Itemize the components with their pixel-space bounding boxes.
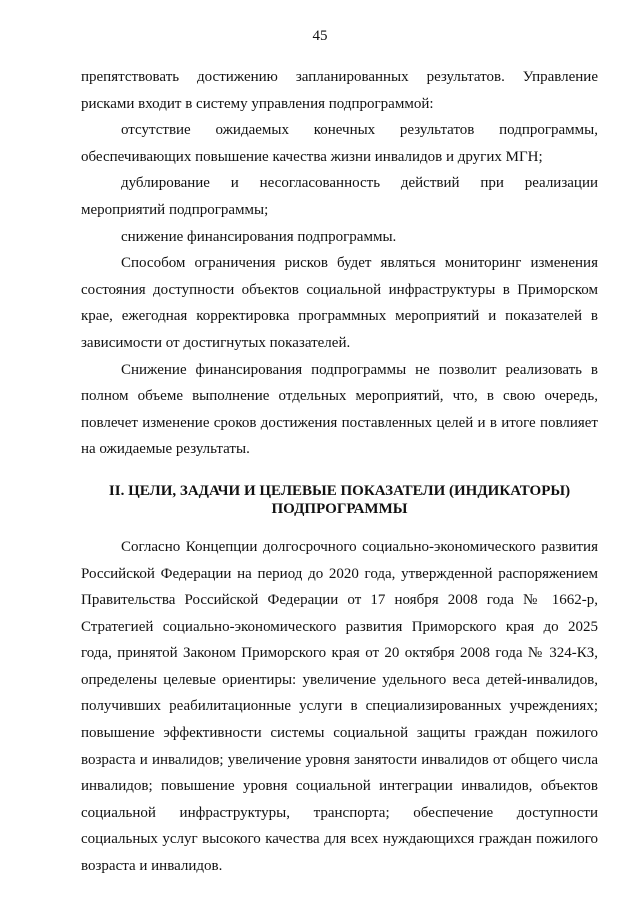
section-heading-line-2: ПОДПРОГРАММЫ [271,500,408,517]
paragraph-concept-goals: Согласно Концепции долгосрочного социально-экономического развития Российской Федерации на период до 2020 года, утвержденной распоряжением Правительства Российской Федерации от 17 ноября 2008 года № 1662-р, Стратегией социально-экономического развития Приморского края до 2025 года, принятой Законом Приморского края от 20 октября 2008 года № 324-КЗ, определены целевые ориентиры: увеличение удельного веса детей-инвалидов, получивших реабилитационные услуги в специализированных учреждениях; повышение эффективности системы социальной защиты граждан пожилого возраста и инвалидов; увеличение уровня занятости инвалидов от общего числа инвалидов; повышение уровня социальной интеграции инвалидов, объектов социальной инфраструктуры, транспорта; обеспечение доступности социальных услуг высокого качества для всех нуждающихся граждан пожилого возраста и инвалидов. [81,538,598,875]
paragraph-risk-intro: препятствовать достижению запланированных результатов. Управление рисками входит в систему управления подпрограммой: [81,69,598,112]
list-item-risk-1: отсутствие ожидаемых конечных результатов подпрограммы, обеспечивающих повышение качества жизни инвалидов и других МГН; [81,122,598,165]
section-heading [81,482,598,518]
list-item-risk-3: снижение финансирования подпрограммы. [121,228,397,245]
paragraph-risk-mitigation: Способом ограничения рисков будет являться мониторинг изменения состояния доступности объектов социальной инфраструктуры в Приморском крае, ежегодная корректировка программных мероприятий и показателей в зависимости от достигнутых показателей. [81,255,598,351]
page-number: 45 [312,28,328,44]
page-content [81,64,598,880]
list-item-risk-2: дублирование и несогласованность действий при реализации мероприятий подпрограммы; [81,175,598,218]
section-heading-line-1: II. ЦЕЛИ, ЗАДАЧИ И ЦЕЛЕВЫЕ ПОКАЗАТЕЛИ (ИНДИКАТОРЫ) [108,482,571,499]
paragraph-funding-reduction: Снижение финансирования подпрограммы не позволит реализовать в полном объеме выполнение отдельных мероприятий, что, в свою очередь, повлечет изменение сроков достижения поставленных целей и в итоге повлияет на ожидаемые результаты. [81,361,598,458]
